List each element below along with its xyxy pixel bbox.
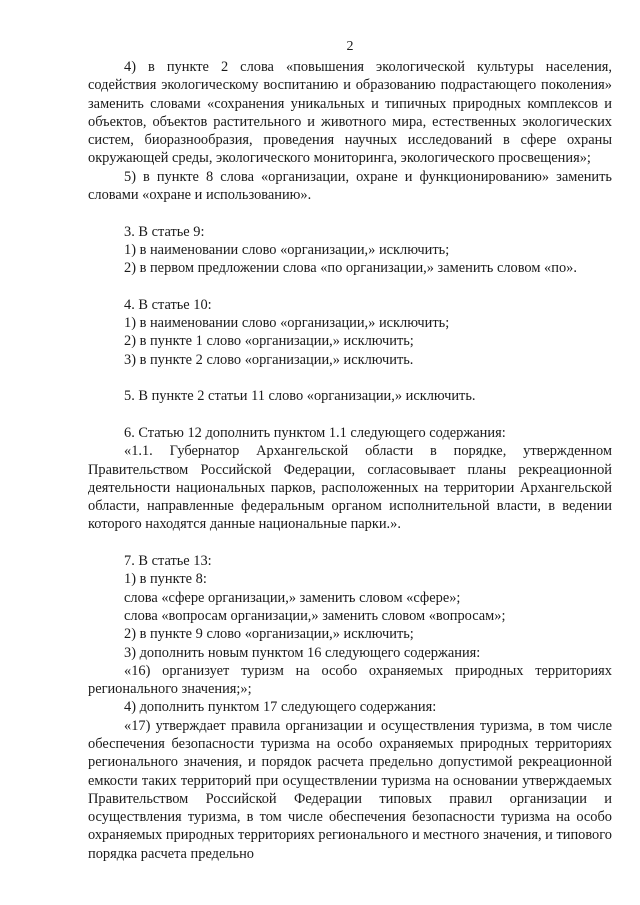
paragraph-gap	[88, 534, 612, 552]
paragraph: «1.1. Губернатор Архангельской области в порядке, утвержденном Правительством Российской Федерации, согласовывает планы рекреационной деятельности национальных парков, расположенных на территории Архангельской области, направленные федеральным органом исполнительной власти, в ведении которого находятся данные национальные парки.».	[88, 443, 612, 533]
paragraph: 5) в пункте 8 слова «организации, охране и функционированию» заменить словами «охране и использованию».	[88, 168, 612, 204]
paragraph: 2) в первом предложении слова «по организации,» заменить словом «по».	[124, 260, 577, 277]
paragraph: «16) организует туризм на особо охраняемых природных территориях регионального значения;»;	[88, 662, 612, 698]
paragraph: 4. В статье 10:	[124, 296, 212, 313]
paragraph: «17) утверждает правила организации и осуществления туризма, в том числе обеспечения безопасности туризма на особо охраняемых природных территориях регионального значения, и порядок расчета предельно допустимой рекреационной емкости таких территорий при осуществлении туризма на основании утверждаемых Правительством Российской Федерации типовых правил организации и осуществления туризма, в том числе обеспечения безопасности туризма на особо охраняемых природных территориях регионального и местного значения, и типового порядка расчета предельно	[88, 717, 612, 862]
paragraph-gap	[88, 204, 612, 222]
paragraph: 3) в пункте 2 слово «организации,» исключить.	[124, 351, 414, 368]
paragraph-gap	[88, 278, 612, 296]
paragraph: 2) в пункте 1 слово «организации,» исключить;	[124, 333, 414, 350]
paragraph-gap	[88, 369, 612, 387]
paragraph: слова «сфере организации,» заменить словом «сфере»;	[124, 589, 461, 606]
paragraph: 4) дополнить пунктом 17 следующего содержания:	[124, 699, 437, 716]
paragraph: 4) в пункте 2 слова «повышения экологической культуры населения, содействия экологическому воспитанию и образованию подрастающего поколения» заменить словами «сохранения уникальных и типичных природных комплексов и объектов, объектов растительного и животного мира, естественных экологических систем, биоразнообразия, проведения научных исследований в сфере охраны окружающей среды, экологического мониторинга, экологического просвещения»;	[88, 59, 612, 167]
paragraph: 3) дополнить новым пунктом 16 следующего содержания:	[124, 644, 481, 661]
paragraph: 7. В статье 13:	[124, 553, 212, 570]
paragraph: 2) в пункте 9 слово «организации,» исключить;	[124, 626, 414, 643]
document-body	[88, 58, 612, 863]
paragraph: 1) в наименовании слово «организации,» исключить;	[124, 315, 450, 332]
paragraph: 1) в пункте 8:	[124, 571, 207, 588]
page-number: 2	[346, 39, 354, 54]
paragraph: 1) в наименовании слово «организации,» исключить;	[124, 241, 450, 258]
paragraph: 6. Статью 12 дополнить пунктом 1.1 следующего содержания:	[124, 424, 506, 441]
paragraph-gap	[88, 406, 612, 424]
paragraph: 3. В статье 9:	[124, 223, 205, 240]
paragraph: слова «вопросам организации,» заменить словом «вопросам»;	[124, 607, 506, 624]
paragraph: 5. В пункте 2 статьи 11 слово «организации,» исключить.	[124, 388, 476, 405]
